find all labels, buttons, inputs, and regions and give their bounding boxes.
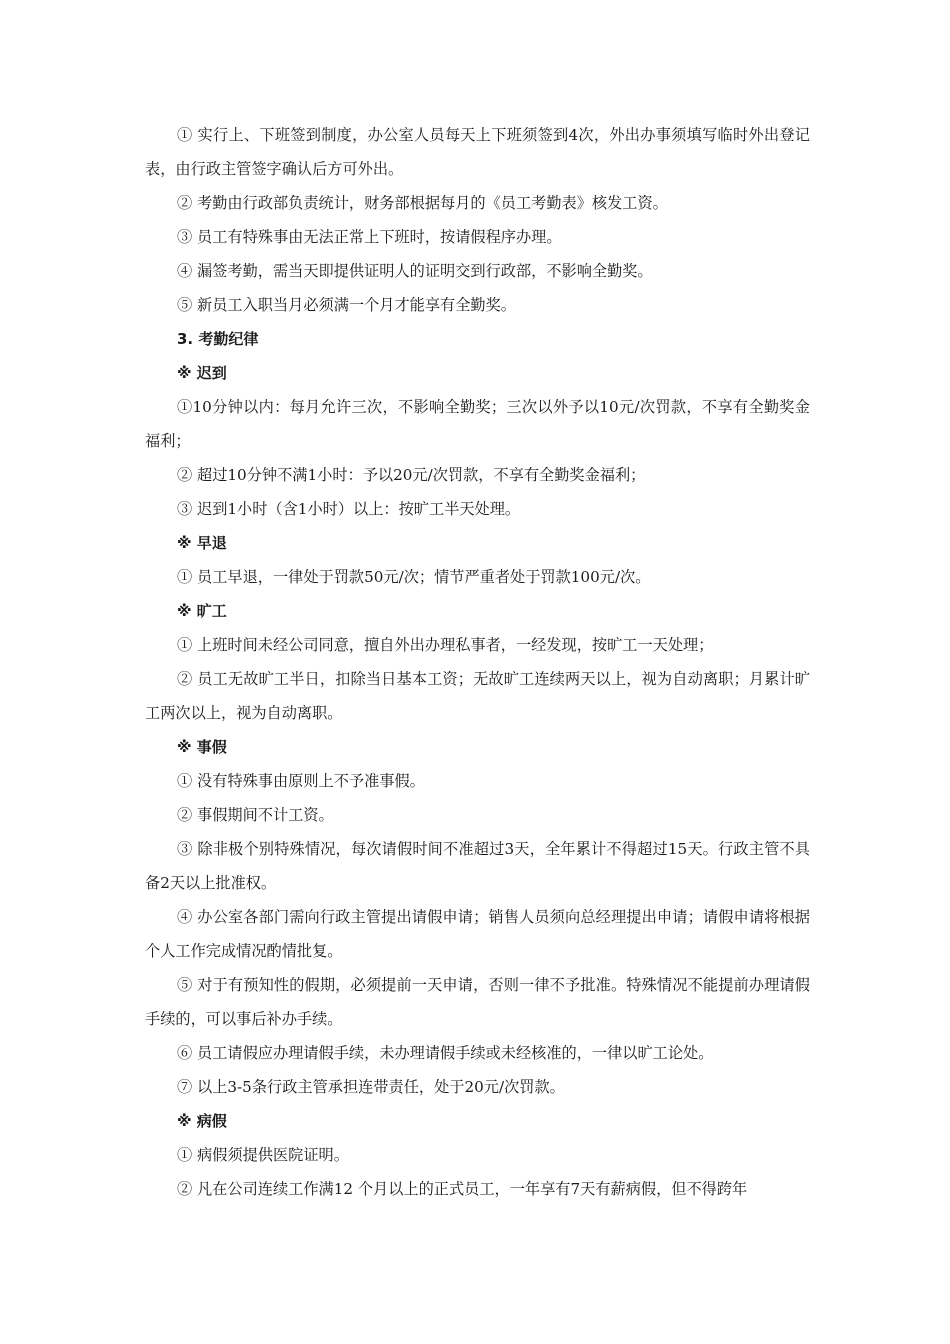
subsection-heading: ※ 早退	[177, 534, 227, 552]
paragraph: ①10分钟以内：每月允许三次，不影响全勤奖；三次以外予以10元/次罚款，不享有全勤奖金福利；	[145, 398, 810, 450]
paragraph: ① 上班时间未经公司同意，擅自外出办理私事者，一经发现，按旷工一天处理；	[177, 636, 714, 654]
paragraph: ⑤ 对于有预知性的假期，必须提前一天申请，否则一律不予批准。特殊情况不能提前办理请假手续的，可以事后补办手续。	[145, 976, 810, 1028]
paragraph: ① 员工早退，一律处于罚款50元/次；情节严重者处于罚款100元/次。	[177, 568, 651, 586]
paragraph: ④ 办公室各部门需向行政主管提出请假申请；销售人员须向总经理提出申请；请假申请将根据个人工作完成情况酌情批复。	[145, 908, 810, 960]
paragraph: ④ 漏签考勤，需当天即提供证明人的证明交到行政部，不影响全勤奖。	[177, 262, 653, 280]
paragraph: ⑥ 员工请假应办理请假手续，未办理请假手续或未经核准的，一律以旷工论处。	[177, 1044, 714, 1062]
paragraph: ③ 除非极个别特殊情况，每次请假时间不准超过3天，全年累计不得超过15天。行政主管不具备2天以上批准权。	[145, 840, 810, 892]
paragraph: ① 病假须提供医院证明。	[177, 1146, 349, 1164]
paragraph: ② 考勤由行政部负责统计，财务部根据每月的《员工考勤表》核发工资。	[177, 194, 668, 212]
subsection-heading: ※ 事假	[177, 738, 227, 756]
paragraph: ⑤ 新员工入职当月必须满一个月才能享有全勤奖。	[177, 296, 516, 314]
paragraph: ② 事假期间不计工资。	[177, 806, 334, 824]
paragraph: ① 没有特殊事由原则上不予准事假。	[177, 772, 425, 790]
subsection-heading: ※ 旷工	[177, 602, 227, 620]
paragraph: ② 超过10分钟不满1小时：予以20元/次罚款，不享有全勤奖金福利；	[177, 466, 646, 484]
document-body	[145, 118, 810, 1206]
paragraph: ② 员工无故旷工半日，扣除当日基本工资；无故旷工连续两天以上，视为自动离职；月累计旷工两次以上，视为自动离职。	[145, 670, 810, 722]
paragraph: ② 凡在公司连续工作满12 个月以上的正式员工，一年享有7天有薪病假，但不得跨年	[177, 1180, 748, 1198]
subsection-heading: ※ 迟到	[177, 364, 227, 382]
paragraph: ③ 迟到1小时（含1小时）以上：按旷工半天处理。	[177, 500, 521, 518]
paragraph: ③ 员工有特殊事由无法正常上下班时，按请假程序办理。	[177, 228, 562, 246]
paragraph: ① 实行上、下班签到制度，办公室人员每天上下班须签到4次，外出办事须填写临时外出登记表，由行政主管签字确认后方可外出。	[145, 126, 810, 178]
subsection-heading: ※ 病假	[177, 1112, 227, 1130]
paragraph: ⑦ 以上3-5条行政主管承担连带责任，处于20元/次罚款。	[177, 1078, 565, 1096]
section-heading: 3. 考勤纪律	[177, 330, 259, 348]
